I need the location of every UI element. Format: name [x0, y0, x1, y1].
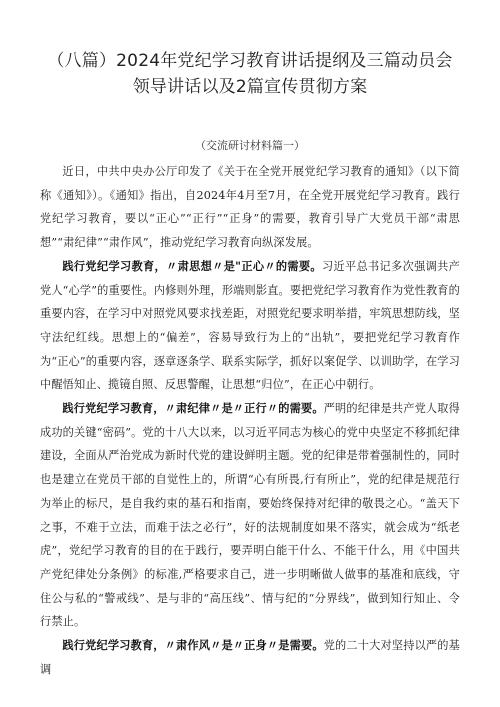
paragraph-text: 习近平总书记多次强调共产党人“心学”的重要性。内修则外理，形端则影直。要把党纪学习教育作为党性教育的重要内容，在学习中对照党风要求找差距，对照党纪要求明举措，牢筑思想防线，坚守法纪红线。思想上的“偏差”，容易导致行为上的“出轨”，要把党纪学习教育作为“正心”的重要内容，逐章逐条学、联系实际学，抓好以案促学、以训助学，在学习中醒悟知止、揽镜自照、反思警醒，让思想“归位”，在正心中朝行。	[40, 259, 460, 392]
paragraph-su-sixiang	[40, 255, 460, 397]
document-title	[40, 48, 460, 100]
paragraph-lead: 践行党纪学习教育，〃肃思想〃是"正心〃的需要。	[62, 259, 322, 273]
paragraph-lead: 践行党纪学习教育，〃肃作风〃是〃正身〃是需要。	[62, 639, 324, 653]
document-subtitle: （交流研讨材料篇一）	[195, 139, 305, 152]
paragraph-su-jilv	[40, 397, 460, 634]
paragraph-text: 近日，中共中央办公厅印发了《关于在全党开展党纪学习教育的通知》（以下简称《通知》）。《通知》指出，自2024年4月至7月，在全党开展党纪学习教育。践行党纪学习教育，要以“正心”“正行”“正身”的需要，教育引导广大党员干部“肃思想”“肃纪律”“肃作风”，推动党纪学习教育向纵深发展。	[40, 165, 460, 250]
title-line-1: （八篇）2024年党纪学习教育讲话提纲及三篇动员会	[47, 51, 453, 71]
paragraph-text: 党的二十大对坚持以严的基调	[40, 639, 460, 676]
paragraph-su-zuofeng	[40, 634, 460, 681]
title-line-2: 领导讲话以及2篇宣传贯彻方案	[132, 77, 368, 97]
paragraph-intro	[40, 160, 460, 255]
paragraph-text: 严明的纪律是共产党人取得成功的关键“密码”。党的十八大以来，以习近平同志为核心的党中央坚定不移抓纪律建设，全面从严治党成为新时代党的建设鲜明主题。党的纪律是带着强制性的，同时也是建立在党员干部的自觉性上的，所谓“心有所畏,行有所止”，党的纪律是规范行为举止的标尺，是自我约束的基石和指南，要始终保持对纪律的敬畏之心。“盖天下之事，不难于立法，而难于法之必行”，好的法规制度如果不落实，就会成为“纸老虎”，党纪学习教育的目的在于践行，要弄明白能干什么、不能干什么，用《中国共产党纪律处分条例》的标准,严格要求自己，进一步明晰做人做事的基准和底线，守住公与私的“警戒线”、是与非的“高压线”、情与纪的“分界线”，做到知行知止、令行禁止。	[40, 402, 460, 629]
paragraph-lead: 践行党纪学习教育，〃肃纪律〃是〃正行〃的需要。	[62, 402, 324, 416]
